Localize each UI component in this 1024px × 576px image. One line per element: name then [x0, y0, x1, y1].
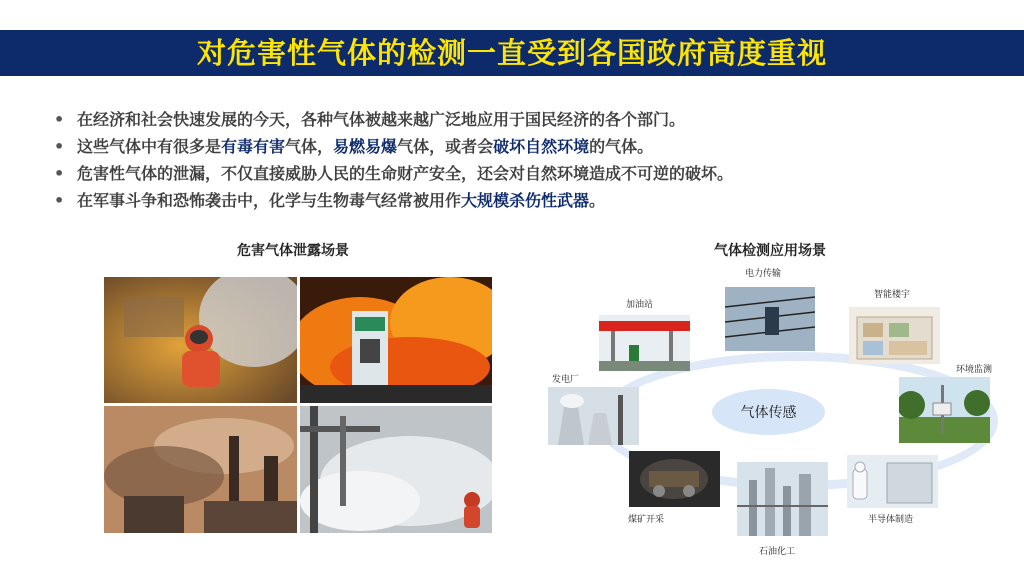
bullet-dot: •	[54, 137, 65, 156]
power-transmission-image	[725, 287, 815, 351]
bullet-dot: •	[54, 191, 65, 210]
node-label-mining: 煤矿开采	[628, 515, 665, 525]
industrial-smoke-image	[104, 406, 297, 533]
bullet-item: • 在军事斗争和恐怖袭击中，化学与生物毒气经常被用作大规模杀伤性武器。	[52, 187, 733, 214]
node-label-gas-station: 加油站	[626, 300, 654, 310]
bullet-dot: •	[54, 164, 65, 183]
environment-monitor-image	[899, 377, 990, 443]
smart-building-image	[849, 307, 940, 364]
highlight-text: 破坏自然环境	[493, 137, 590, 156]
node-label-power: 电力传输	[745, 269, 782, 279]
gas-sensor-center	[712, 389, 825, 435]
bullet-item: • 这些气体中有很多是有毒有害气体，易燃易爆气体，或者会破坏自然环境的气体。	[52, 133, 733, 160]
node-label-petrochem: 石油化工	[759, 547, 796, 557]
bullet-dot: •	[54, 110, 65, 129]
bullet-list	[52, 106, 733, 214]
gas-station-image	[599, 315, 690, 371]
center-label: 气体传感	[740, 405, 797, 421]
power-plant-image	[548, 387, 639, 445]
petrochemical-image	[737, 462, 828, 536]
hazmat-worker-image	[104, 277, 297, 403]
node-label-environment: 环境监测	[956, 365, 993, 375]
highlight-text: 大规模杀伤性武器	[461, 191, 590, 210]
application-caption: 气体检测应用场景	[714, 243, 826, 259]
bullet-item: • 在经济和社会快速发展的今天，各种气体被越来越广泛地应用于国民经济的各个部门。	[52, 106, 733, 133]
bullet-item: • 危害性气体的泄漏，不仅直接威胁人民的生命财产安全，还会对自然环境造成不可逆的破坏。	[52, 160, 733, 187]
coal-mining-image	[629, 451, 720, 507]
semiconductor-image	[847, 455, 938, 508]
gas-leak-steam-image	[300, 406, 492, 533]
node-label-power-plant: 发电厂	[552, 375, 580, 385]
node-label-smart-building: 智能楼宇	[874, 290, 911, 300]
leak-scene-caption: 危害气体泄露场景	[237, 243, 349, 259]
highlight-text: 有毒有害	[221, 137, 286, 156]
fuel-fire-image	[300, 277, 492, 403]
page-title: 对危害性气体的检测一直受到各国政府高度重视	[196, 36, 827, 70]
highlight-text: 易燃易爆	[333, 137, 398, 156]
title-bar	[0, 30, 1024, 76]
node-label-semiconductor: 半导体制造	[868, 515, 914, 525]
